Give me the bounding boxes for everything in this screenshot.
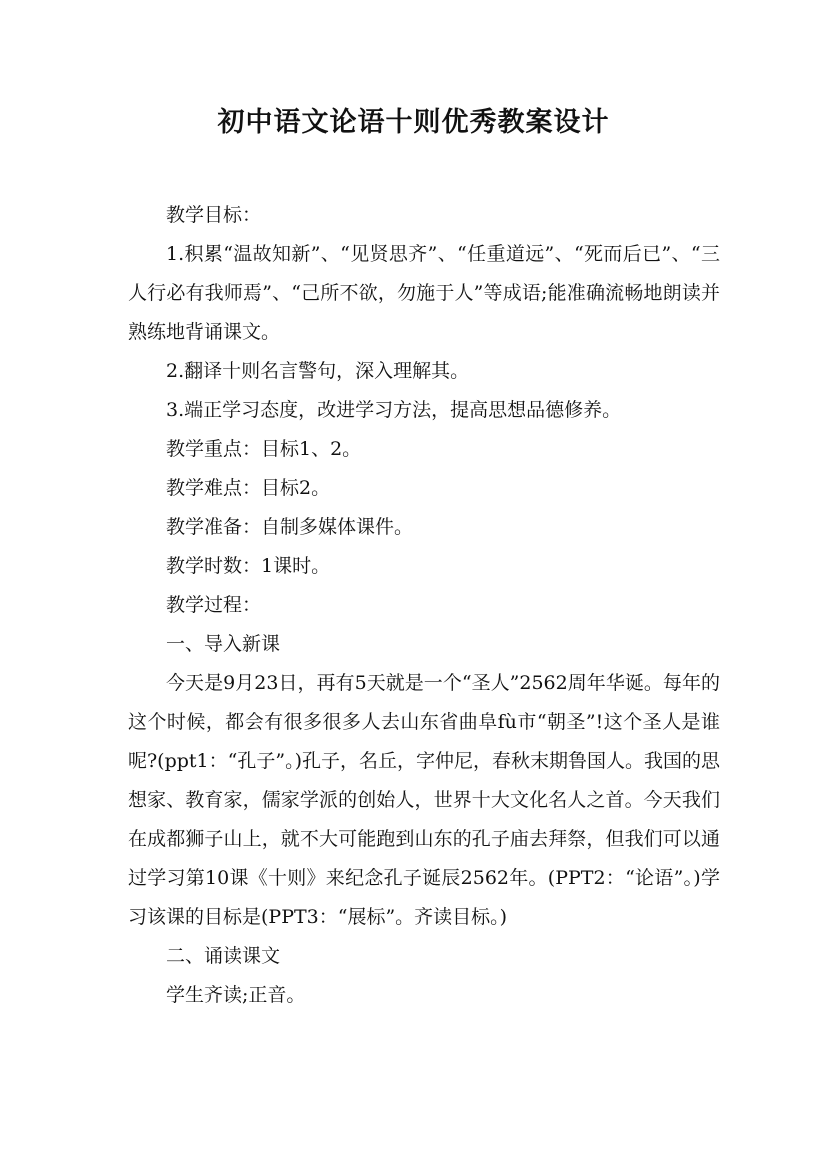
paragraph-recitation: 学生齐读;正音。 <box>166 984 306 1006</box>
section-heading-recitation: 二、诵读课文 <box>166 945 281 967</box>
document-body <box>128 196 720 1015</box>
paragraph-process-heading: 教学过程： <box>166 594 262 616</box>
paragraph-objective-1: 1.积累“温故知新”、“见贤思齐”、“任重道远”、“死而后已”、“三人行必有我师焉”、“己所不欲，勿施于人”等成语;能准确流畅地朗读并熟练地背诵课文。 <box>128 243 720 343</box>
paragraph-key-points: 教学重点：目标1、2。 <box>166 438 362 460</box>
paragraph-preparation: 教学准备：自制多媒体课件。 <box>166 516 414 538</box>
paragraph-introduction: 今天是9月23日，再有5天就是一个“圣人”2562周年华诞。每年的这个时候，都会有很多很多人去山东省曲阜fù市“朝圣”!这个圣人是谁呢?(ppt1：“孔子”。)孔子，名丘，字仲尼，春秋末期鲁国人。我国的思想家、教育家，儒家学派的创始人，世界十大文化名人之首。今天我们在成都狮子山上，就不大可能跑到山东的孔子庙去拜祭，但我们可以通过学习第10课《十则》来纪念孔子诞辰2562年。(PPT2：“论语”。)学习该课的目标是(PPT3：“展标”。齐读目标。) <box>128 672 720 928</box>
section-heading-introduction: 一、导入新课 <box>166 633 281 655</box>
document-title: 初中语文论语十则优秀教案设计 <box>217 107 610 138</box>
paragraph-objectives-heading: 教学目标： <box>166 204 262 226</box>
paragraph-difficulties: 教学难点：目标2。 <box>166 477 331 499</box>
paragraph-class-hours: 教学时数：1课时。 <box>166 555 331 577</box>
paragraph-objective-2: 2.翻译十则名言警句，深入理解其。 <box>166 360 470 382</box>
paragraph-objective-3: 3.端正学习态度，改进学习方法，提高思想品德修养。 <box>166 399 622 421</box>
